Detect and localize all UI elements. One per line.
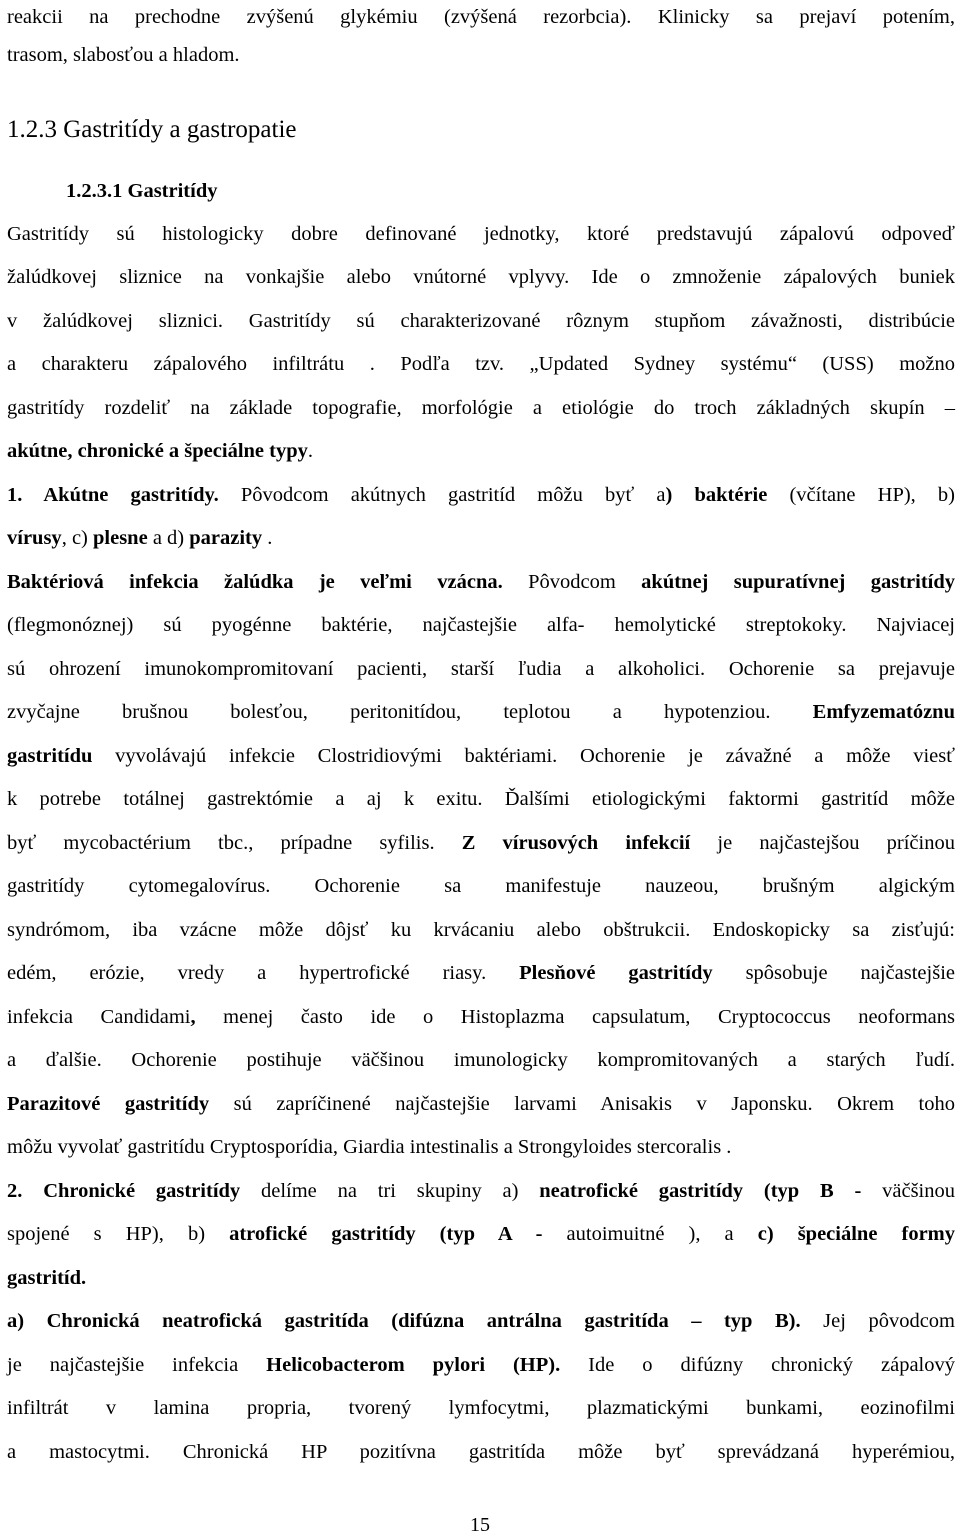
p1-line-5: gastritídy rozdeliť na základe topografie, morfológie a etiológie do troch základných skupín – [7, 397, 955, 419]
intro-line-1: reakcii na prechodne zvýšenú glykémiu (zvýšená rezorbcia). Klinicky sa prejaví potením, [7, 6, 955, 28]
p1-line-1: Gastritídy sú histologicky dobre definované jednotky, ktoré predstavujú zápalovú odpoveď [7, 223, 955, 245]
p3-line-6: k potrebe totálnej gastrektómie a aj k exitu. Ďalšími etiologickými faktormi gastritíd môže [7, 788, 955, 810]
p4-line-3: gastritíd. [7, 1267, 87, 1289]
p3-line-1: Baktériová infekcia žalúdka je veľmi vzácna. Pôvodcom akútnej supuratívnej gastritídy [7, 571, 956, 593]
p2-line-2: vírusy, c) plesne a d) parazity . [7, 527, 273, 549]
p5-line-2: je najčastejšie infekcia Helicobacterom pylori (HP). Ide o difúzny chronický zápalový [7, 1354, 955, 1376]
p3-line-12: a ďalšie. Ochorenie postihuje väčšinou imunologicky kompromitovaných a starých ľudí. [7, 1049, 955, 1071]
p5-line-1: a) Chronická neatrofická gastritída (difúzna antrálna gastritída – typ B). Jej pôvodcom [7, 1310, 955, 1332]
p3-line-9: syndrómom, iba vzácne môže dôjsť ku krvácaniu alebo obštrukcii. Endoskopicky sa zisťujú: [7, 919, 955, 941]
p3-line-10: edém, erózie, vredy a hypertrofické riasy. Plesňové gastritídy spôsobuje najčastejšie [7, 962, 955, 984]
page-number: 15 [470, 1514, 490, 1536]
section-heading: 1.2.3 Gastritídy a gastropatie [7, 116, 297, 143]
p3-line-4: zvyčajne brušnou bolesťou, peritonitídou, teplotou a hypotenziou. Emfyzematóznu [7, 701, 955, 723]
p3-line-3: sú ohrození imunokompromitovaní pacienti, starší ľudia a alkoholici. Ochorenie sa prejavuje [7, 658, 955, 680]
p1-line-6: akútne, chronické a špeciálne typy. [7, 440, 313, 462]
p3-line-14: môžu vyvolať gastritídu Cryptosporídia, Giardia intestinalis a Strongyloides stercoralis . [7, 1136, 732, 1158]
p4-line-1: 2. Chronické gastritídy delíme na tri skupiny a) neatrofické gastritídy (typ B - väčšinou [7, 1180, 955, 1202]
p3-line-7: byť mycobactérium tbc., prípadne syfilis. Z vírusových infekcií je najčastejšou príčinou [7, 832, 955, 854]
p1-line-3: v žalúdkovej sliznici. Gastritídy sú charakterizované rôznym stupňom závažnosti, distribúcie [7, 310, 955, 332]
intro-line-2: trasom, slabosťou a hladom. [7, 44, 240, 66]
p3-line-11: infekcia Candidami, menej často ide o Histoplazma capsulatum, Cryptococcus neoformans [7, 1006, 955, 1028]
p1-line-4: a charakteru zápalového infiltrátu . Podľa tzv. „Updated Sydney systému“ (USS) možno [7, 353, 955, 375]
subsection-heading: 1.2.3.1 Gastritídy [66, 180, 218, 202]
p3-line-13: Parazitové gastritídy sú zapríčinené najčastejšie larvami Anisakis v Japonsku. Okrem toho [7, 1093, 955, 1115]
p3-line-2: (flegmonóznej) sú pyogénne baktérie, najčastejšie alfa- hemolytické streptokoky. Najviacej [7, 614, 955, 636]
p3-line-8: gastritídy cytomegalovírus. Ochorenie sa manifestuje nauzeou, brušným algickým [7, 875, 955, 897]
classification-bold: akútne, chronické a špeciálne typy [7, 440, 308, 462]
p3-line-5: gastritídu vyvolávajú infekcie Clostridiovými baktériami. Ochorenie je závažné a môže viesť [7, 745, 955, 767]
p1-line-2: žalúdkovej sliznice na vonkajšie alebo vnútorné vplyvy. Ide o zmnoženie zápalových buniek [7, 266, 955, 288]
p5-line-3: infiltrát v lamina propria, tvorený lymfocytmi, plazmatickými bunkami, eozinofilmi [7, 1397, 955, 1419]
p5-line-4: a mastocytmi. Chronická HP pozitívna gastritída môže byť sprevádzaná hyperémiou, [7, 1441, 955, 1463]
p4-line-2: spojené s HP), b) atrofické gastritídy (typ A - autoimuitné ), a c) špeciálne formy [7, 1223, 955, 1245]
p2-line-1: 1. Akútne gastritídy. Pôvodcom akútnych gastritíd môžu byť a) baktérie (včítane HP), b) [7, 484, 956, 506]
